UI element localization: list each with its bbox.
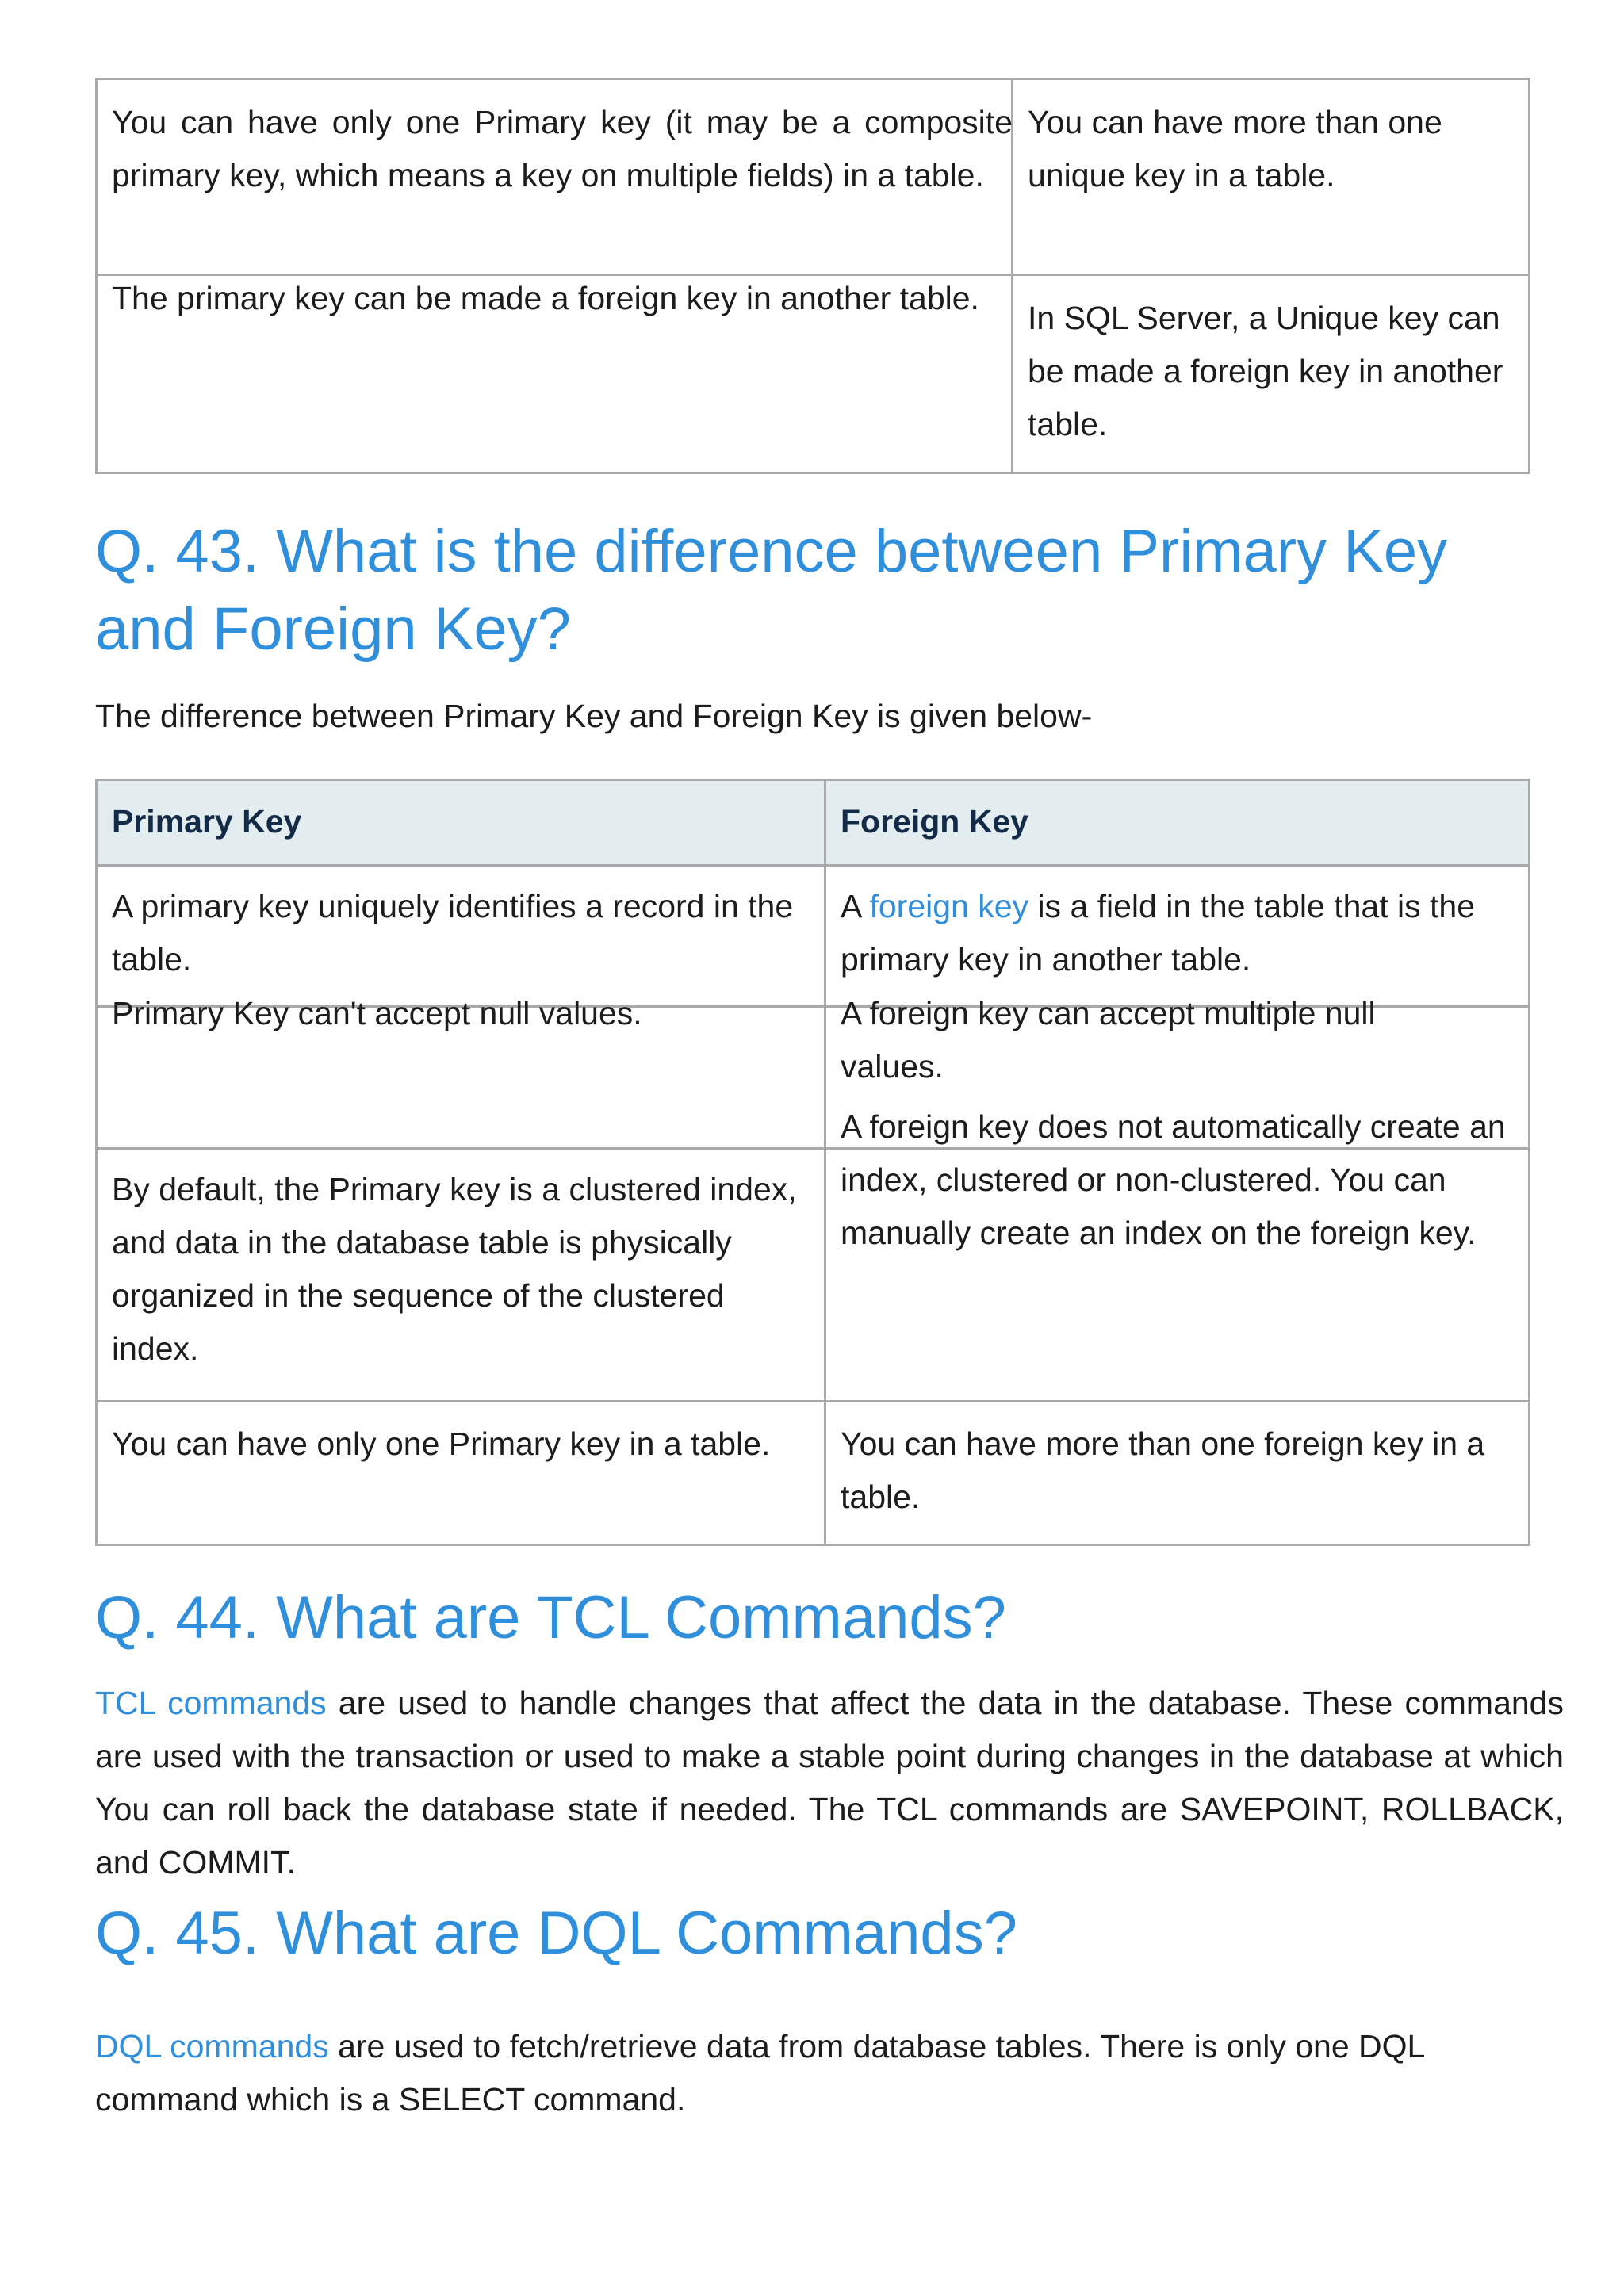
table-cell: The primary key can be made a foreign key in another table. [112,280,979,316]
cell-text: is a field in the table that is the primary key in another table. [841,888,1475,978]
table-cell: A foreign key can accept multiple null values. [841,995,1376,1085]
foreign-key-link[interactable]: foreign key [869,888,1029,924]
answer-paragraph [95,1677,1564,1889]
table-cell: Primary Key can't accept null values. [112,995,642,1031]
column-header: Primary Key [112,803,302,840]
dql-commands-link[interactable]: DQL commands [95,2028,329,2064]
table-cell: A foreign key does not automatically create an index, clustered or non-clustered. You can manually create an index on the foreign key. [841,1108,1506,1251]
table-cell: A primary key uniquely identifies a record in the table. [112,888,794,978]
table-divider [824,779,826,1546]
table-cell: By default, the Primary key is a clustered index, and data in the database table is physically organized in the sequence of the clustered index. [112,1171,797,1367]
column-header: Foreign Key [841,803,1028,840]
table-cell: You can have only one Primary key in a table. [112,1425,771,1462]
table-cell [841,880,1522,986]
paragraph-text: are used to fetch/retrieve data from database tables. There is only one DQL command which is a SELECT command. [95,2028,1424,2118]
table-divider [95,864,1530,867]
table-cell: In SQL Server, a Unique key can be made a foreign key in another table. [1028,300,1503,442]
table-cell: You can have more than one foreign key in a table. [841,1425,1485,1515]
tcl-commands-link[interactable]: TCL commands [95,1685,327,1721]
question-heading: Q. 44. What are TCL Commands? [95,1584,1006,1651]
table-divider [95,1400,1530,1402]
question-heading: Q. 45. What are DQL Commands? [95,1900,1017,1967]
table-cell: You can have only one Primary key (it may be a composite primary key, which means a key on multiple fields) in a table. [112,104,1013,193]
table-cell: You can have more than one unique key in a table. [1028,104,1442,193]
intro-text: The difference between Primary Key and Foreign Key is given below- [95,698,1093,734]
question-heading: Q. 43. What is the difference between Primary Key and Foreign Key? [95,518,1448,663]
answer-paragraph [95,2020,1564,2126]
paragraph-text: are used to handle changes that affect the data in the database. These commands are used with the transaction or used to make a stable point during changes in the database at which You can roll back the database state if needed. The TCL commands are SAVEPOINT, ROLLBACK, and COMMIT. [95,1685,1564,1881]
cell-text: A [841,888,870,924]
